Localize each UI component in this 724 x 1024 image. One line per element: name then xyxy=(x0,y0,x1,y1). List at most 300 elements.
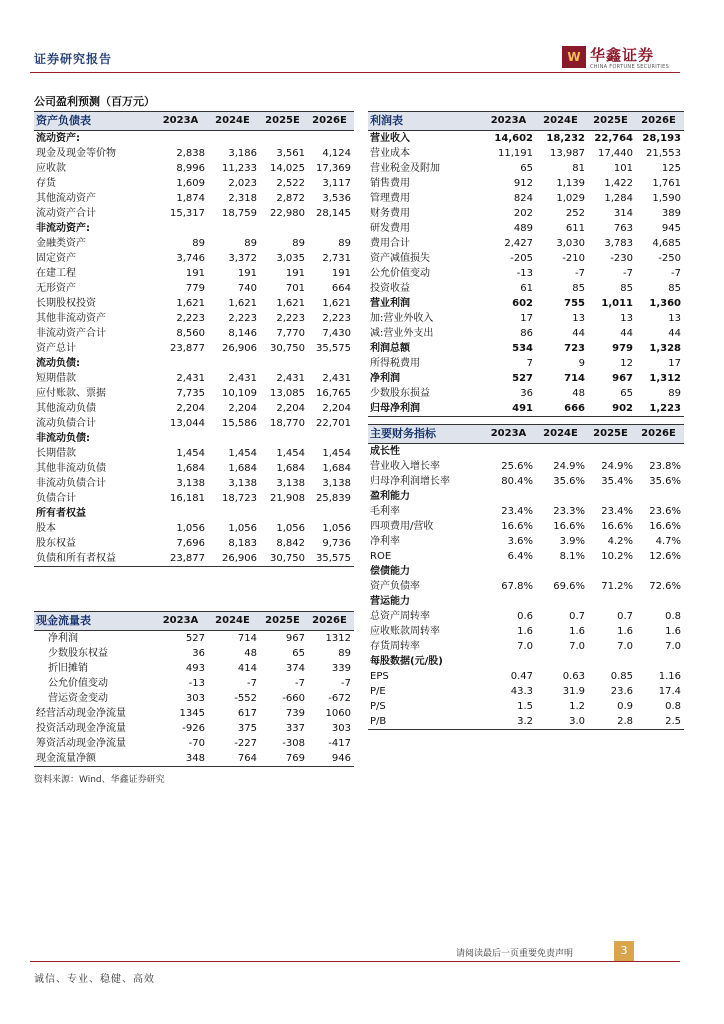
cell-value: 44 xyxy=(620,328,633,339)
cell-value: 65 xyxy=(520,163,533,174)
table-row xyxy=(368,371,684,386)
cell-value xyxy=(208,221,260,236)
table-row xyxy=(368,444,684,460)
row-label: 现金及现金等价物 xyxy=(36,148,116,159)
cell-value: 3.0 xyxy=(536,714,588,730)
table-title: 利润表 xyxy=(368,112,484,131)
row-label: 现金流量净额 xyxy=(34,751,156,767)
cell-value: 8,996 xyxy=(176,163,205,174)
cell-value: 1.6 xyxy=(617,626,633,637)
table-row xyxy=(34,521,354,536)
cell-value: 3,117 xyxy=(322,178,351,189)
cell-value: 1,422 xyxy=(604,178,633,189)
cell-value: 8,183 xyxy=(228,538,257,549)
cell-value: 769 xyxy=(260,751,308,767)
row-label: 非流动资产合计 xyxy=(36,328,106,339)
table-row xyxy=(34,251,354,266)
cell-value: 3,536 xyxy=(322,193,351,204)
cell-value xyxy=(536,654,588,669)
row-label: 负债和所有者权益 xyxy=(34,551,156,567)
table-row xyxy=(368,594,684,609)
row-label: 其他非流动负债 xyxy=(36,463,106,474)
row-label: 营业收入增长率 xyxy=(370,461,440,472)
row-label: 负债合计 xyxy=(36,493,76,504)
cell-value xyxy=(308,431,354,446)
cell-value: 2,431 xyxy=(228,373,257,384)
row-label: 净利润 xyxy=(370,373,400,384)
cell-value: 967 xyxy=(612,373,633,384)
table-row xyxy=(34,266,354,281)
table-row xyxy=(368,699,684,714)
cell-value: 2.5 xyxy=(636,714,684,730)
cell-value: 89 xyxy=(338,648,351,659)
cell-value: 36 xyxy=(520,388,533,399)
cell-value: 3,186 xyxy=(228,148,257,159)
cell-value: 23.3% xyxy=(553,506,585,517)
cell-value: 22,980 xyxy=(270,208,305,219)
cell-value: 9 xyxy=(578,358,585,369)
cell-value: 723 xyxy=(564,343,585,354)
cell-value: 89 xyxy=(292,238,305,249)
cell-value xyxy=(484,594,536,609)
row-label: 长期借款 xyxy=(36,448,76,459)
cell-value: 1.2 xyxy=(569,701,585,712)
cell-value: 1,454 xyxy=(228,448,257,459)
cell-value: 1.6 xyxy=(569,626,585,637)
row-label: 营运能力 xyxy=(370,596,410,607)
cell-value: 35.6% xyxy=(649,476,681,487)
cell-value: 89 xyxy=(244,238,257,249)
cell-value: 8,842 xyxy=(276,538,305,549)
row-label: 销售费用 xyxy=(370,178,410,189)
cell-value: 4.2% xyxy=(607,536,633,547)
table-row xyxy=(368,534,684,549)
year-column-header: 2023A xyxy=(484,425,536,444)
cell-value: 89 xyxy=(668,388,681,399)
cell-value: 3,138 xyxy=(276,478,305,489)
cell-value: 44 xyxy=(668,328,681,339)
cell-value: 1.5 xyxy=(517,701,533,712)
cell-value: 17,440 xyxy=(598,148,633,159)
cell-value: 0.8 xyxy=(665,701,681,712)
table-title: 资产负债表 xyxy=(34,112,156,131)
row-label: 净利润 xyxy=(48,633,78,644)
row-label: 其他流动资产 xyxy=(36,193,96,204)
row-label: 归母净利润 xyxy=(368,401,484,417)
row-label: 短期借款 xyxy=(36,373,76,384)
table-row xyxy=(34,706,354,721)
row-label: 存货周转率 xyxy=(370,641,420,652)
cell-value xyxy=(260,131,308,147)
row-label: 投资活动现金净流量 xyxy=(36,723,126,734)
row-label: 成长性 xyxy=(370,446,400,457)
cell-value: 1,684 xyxy=(176,463,205,474)
cell-value: 740 xyxy=(237,283,257,294)
table-row xyxy=(368,579,684,594)
cell-value: 25,839 xyxy=(316,493,351,504)
table-row xyxy=(368,266,684,281)
row-label: 四项费用/营收 xyxy=(370,521,434,532)
cell-value: 69.6% xyxy=(553,581,585,592)
cell-value: 7,735 xyxy=(176,388,205,399)
cell-value xyxy=(260,431,308,446)
row-label: 所得税费用 xyxy=(370,358,420,369)
cell-value: 779 xyxy=(185,283,205,294)
cell-value: 375 xyxy=(237,723,257,734)
cell-value: 0.8 xyxy=(665,611,681,622)
cell-value: 21,908 xyxy=(270,493,305,504)
year-column-header: 2026E xyxy=(308,612,354,631)
cell-value: 602 xyxy=(512,298,533,309)
table-row xyxy=(368,519,684,534)
cell-value: 763 xyxy=(613,223,633,234)
table-row xyxy=(34,431,354,446)
cell-value: 824 xyxy=(513,193,533,204)
cell-value: 714 xyxy=(237,633,257,644)
row-label: 资产负债率 xyxy=(370,581,420,592)
cell-value: 3,372 xyxy=(228,253,257,264)
cell-value: -210 xyxy=(562,253,585,264)
section-title: 公司盈利预测（百万元） xyxy=(34,95,155,108)
cell-value: 17 xyxy=(520,313,533,324)
table-row xyxy=(368,206,684,221)
table-row xyxy=(34,221,354,236)
cell-value: -7 xyxy=(247,678,257,689)
cell-value: 15,317 xyxy=(170,208,205,219)
cell-value: 8,146 xyxy=(228,328,257,339)
cell-value: 22,701 xyxy=(316,418,351,429)
table-row xyxy=(368,296,684,311)
cell-value: 1,761 xyxy=(652,178,681,189)
cell-value: 23.6 xyxy=(610,686,633,697)
table-row xyxy=(368,221,684,236)
cell-value: 16,765 xyxy=(316,388,351,399)
cell-value: 2,223 xyxy=(276,313,305,324)
table-row xyxy=(34,476,354,491)
cell-value: 61 xyxy=(520,283,533,294)
cell-value: 979 xyxy=(612,343,633,354)
cell-value xyxy=(156,221,208,236)
cell-value xyxy=(588,489,636,504)
table-row xyxy=(368,684,684,699)
cell-value: -660 xyxy=(282,693,305,704)
cell-value: 18,232 xyxy=(546,133,585,144)
cell-value xyxy=(208,431,260,446)
cell-value: 303 xyxy=(185,693,205,704)
cell-value: 534 xyxy=(512,343,533,354)
row-label: 少数股东权益 xyxy=(48,648,108,659)
cell-value: 1,328 xyxy=(649,343,681,354)
cell-value xyxy=(156,506,208,521)
row-label: 股本 xyxy=(36,523,56,534)
cell-value: 2,223 xyxy=(176,313,205,324)
cell-value: 17.4 xyxy=(658,686,681,697)
cell-value: 65 xyxy=(620,388,633,399)
table-row xyxy=(34,161,354,176)
row-label: 财务费用 xyxy=(370,208,410,219)
cell-value: 0.6 xyxy=(517,611,533,622)
cell-value: 2,431 xyxy=(322,373,351,384)
cell-value: 4,124 xyxy=(322,148,351,159)
row-label: P/S xyxy=(370,701,386,712)
cell-value: 21,553 xyxy=(646,148,681,159)
cell-value: -205 xyxy=(510,253,533,264)
table-row xyxy=(34,721,354,736)
cell-value: 1,223 xyxy=(636,401,684,417)
cell-value: 13,044 xyxy=(170,418,205,429)
cell-value: 67.8% xyxy=(501,581,533,592)
cell-value: 8.1% xyxy=(559,551,585,562)
cell-value xyxy=(636,564,684,579)
row-label: P/B xyxy=(368,714,484,730)
cell-value: 13 xyxy=(668,313,681,324)
cell-value: 35.4% xyxy=(601,476,633,487)
cell-value xyxy=(156,431,208,446)
year-column-header: 2025E xyxy=(588,112,636,131)
table-row xyxy=(368,251,684,266)
cell-value: 2,838 xyxy=(176,148,205,159)
cell-value: -230 xyxy=(610,253,633,264)
table-row xyxy=(34,446,354,461)
row-label: 折旧摊销 xyxy=(48,663,88,674)
cell-value: 0.47 xyxy=(510,671,533,682)
cell-value: 13,987 xyxy=(550,148,585,159)
cell-value: 348 xyxy=(156,751,208,767)
cell-value: 967 xyxy=(285,633,305,644)
balance-sheet-table xyxy=(34,111,354,567)
cell-value: 30,750 xyxy=(270,343,305,354)
row-label: 偿债能力 xyxy=(370,566,410,577)
table-row xyxy=(368,639,684,654)
table-row xyxy=(34,461,354,476)
table-row xyxy=(368,131,684,147)
row-label: 归母净利润增长率 xyxy=(370,476,450,487)
cell-value: 85 xyxy=(668,283,681,294)
cell-value: 25.6% xyxy=(501,461,533,472)
table-title: 现金流量表 xyxy=(34,612,156,631)
cell-value: -227 xyxy=(234,738,257,749)
row-label: 资产总计 xyxy=(36,343,76,354)
cell-value: 16.6% xyxy=(553,521,585,532)
row-label: 公允价值变动 xyxy=(370,268,430,279)
cell-value: 414 xyxy=(237,663,257,674)
table-row xyxy=(34,691,354,706)
cell-value: 2,204 xyxy=(176,403,205,414)
cell-value: 1,684 xyxy=(228,463,257,474)
table-header-row xyxy=(368,112,684,131)
cell-value: 65 xyxy=(292,648,305,659)
data-source-note: 资料来源：Wind、华鑫证券研究 xyxy=(34,775,165,785)
cell-value xyxy=(636,654,684,669)
income-statement-table xyxy=(368,111,684,417)
table-row xyxy=(34,661,354,676)
row-label: 应付账款、票据 xyxy=(36,388,106,399)
cell-value xyxy=(208,506,260,521)
cell-value: 1,312 xyxy=(649,373,681,384)
cell-value: 191 xyxy=(237,268,257,279)
cell-value: 2,318 xyxy=(228,193,257,204)
cell-value: 0.9 xyxy=(617,701,633,712)
row-label: 总资产周转率 xyxy=(370,611,430,622)
cell-value xyxy=(536,564,588,579)
cell-value xyxy=(308,356,354,371)
cell-value: 3,561 xyxy=(276,148,305,159)
cell-value: 1060 xyxy=(325,708,351,719)
year-column-header: 2024E xyxy=(208,612,260,631)
row-label: 费用合计 xyxy=(370,238,410,249)
row-label: 应收款 xyxy=(36,163,66,174)
cell-value: 2,204 xyxy=(228,403,257,414)
table-row xyxy=(368,549,684,564)
row-label: 加:营业外收入 xyxy=(370,313,434,324)
row-label: 毛利率 xyxy=(370,506,400,517)
cell-value: 7.0 xyxy=(665,641,681,652)
cell-value: 7.0 xyxy=(569,641,585,652)
table-row xyxy=(34,311,354,326)
cell-value: -672 xyxy=(328,693,351,704)
cell-value: 30,750 xyxy=(260,551,308,567)
table-row xyxy=(34,551,354,567)
table-row xyxy=(34,401,354,416)
table-row xyxy=(368,654,684,669)
cell-value: 23,877 xyxy=(170,343,205,354)
cell-value: 946 xyxy=(308,751,354,767)
cell-value: 81 xyxy=(572,163,585,174)
cell-value: 101 xyxy=(613,163,633,174)
brand-logo xyxy=(562,44,686,72)
table-row xyxy=(368,341,684,356)
cell-value: 1,139 xyxy=(556,178,585,189)
cell-value: 12.6% xyxy=(649,551,681,562)
cell-value: 1,454 xyxy=(322,448,351,459)
table-row xyxy=(34,341,354,356)
table-row xyxy=(34,646,354,661)
cell-value: 0.7 xyxy=(617,611,633,622)
cell-value: 0.85 xyxy=(610,671,633,682)
table-row xyxy=(34,191,354,206)
cell-value: 26,906 xyxy=(208,551,260,567)
cell-value: 125 xyxy=(661,163,681,174)
cell-value: -7 xyxy=(623,268,633,279)
table-row xyxy=(368,459,684,474)
table-row xyxy=(34,491,354,506)
cell-value: 48 xyxy=(572,388,585,399)
cell-value: 491 xyxy=(484,401,536,417)
cell-value: 43.3 xyxy=(510,686,533,697)
cell-value xyxy=(308,131,354,147)
cell-value: 16.6% xyxy=(601,521,633,532)
cell-value: 9,736 xyxy=(322,538,351,549)
cell-value: 1,056 xyxy=(322,523,351,534)
cell-value xyxy=(636,444,684,460)
cell-value: 902 xyxy=(588,401,636,417)
cell-value: 1,684 xyxy=(276,463,305,474)
cell-value: 527 xyxy=(512,373,533,384)
table-row xyxy=(34,236,354,251)
cell-value: 739 xyxy=(285,708,305,719)
cell-value: 527 xyxy=(185,633,205,644)
table-row xyxy=(368,311,684,326)
cell-value: 191 xyxy=(331,268,351,279)
table-row xyxy=(34,131,354,147)
cell-value: 2,872 xyxy=(276,193,305,204)
table-row xyxy=(368,326,684,341)
cell-value: -70 xyxy=(188,738,205,749)
cell-value: 252 xyxy=(565,208,585,219)
year-column-header: 2023A xyxy=(484,112,536,131)
row-label: 投资收益 xyxy=(370,283,410,294)
cell-value: 1,621 xyxy=(176,298,205,309)
cell-value: 611 xyxy=(565,223,585,234)
cell-value: 1.6 xyxy=(665,626,681,637)
cell-value: -7 xyxy=(295,678,305,689)
cell-value: -417 xyxy=(328,738,351,749)
cell-value: 1,684 xyxy=(322,463,351,474)
cell-value: 89 xyxy=(338,238,351,249)
table-row xyxy=(368,356,684,371)
cell-value xyxy=(260,356,308,371)
cell-value xyxy=(156,356,208,371)
cell-value: -926 xyxy=(182,723,205,734)
cell-value: 339 xyxy=(331,663,351,674)
table-row xyxy=(368,474,684,489)
cell-value: 617 xyxy=(237,708,257,719)
cell-value: 1,590 xyxy=(652,193,681,204)
header-divider xyxy=(30,72,680,73)
cell-value xyxy=(536,594,588,609)
key-indicators-table xyxy=(368,424,684,730)
cell-value: 14,025 xyxy=(270,163,305,174)
table-header-row xyxy=(34,612,354,631)
cell-value: 35.6% xyxy=(553,476,585,487)
cell-value: 4.7% xyxy=(655,536,681,547)
year-column-header: 2024E xyxy=(208,112,260,131)
cell-value: 23.4% xyxy=(501,506,533,517)
cell-value: 17,369 xyxy=(316,163,351,174)
cell-value: 1,056 xyxy=(276,523,305,534)
row-label: 股东权益 xyxy=(36,538,76,549)
cell-value xyxy=(588,564,636,579)
page-number-badge: 3 xyxy=(614,941,634,961)
cell-value: 1,056 xyxy=(176,523,205,534)
table-row xyxy=(34,631,354,647)
cell-value: 2,522 xyxy=(276,178,305,189)
cell-value: 0.7 xyxy=(569,611,585,622)
cell-value: 11,233 xyxy=(222,163,257,174)
logo-name-en: CHINA FORTUNE SECURITIES xyxy=(590,64,670,70)
cell-value: 3.6% xyxy=(507,536,533,547)
cell-value: 1,621 xyxy=(322,298,351,309)
cell-value: 2,023 xyxy=(228,178,257,189)
cell-value: 3,783 xyxy=(604,238,633,249)
cell-value xyxy=(308,506,354,521)
cell-value: 303 xyxy=(331,723,351,734)
footer-disclaimer: 请阅读最后一页重要免责声明 xyxy=(456,949,574,959)
cell-value: 24.9% xyxy=(553,461,585,472)
cell-value: 6.4% xyxy=(507,551,533,562)
row-label: 经营活动现金净流量 xyxy=(36,708,126,719)
year-column-header: 2023A xyxy=(156,612,208,631)
year-column-header: 2026E xyxy=(308,112,354,131)
table-row xyxy=(34,146,354,161)
row-label: 营业收入 xyxy=(370,133,410,144)
cell-value xyxy=(536,489,588,504)
row-label: 营业税金及附加 xyxy=(370,163,440,174)
year-column-header: 2026E xyxy=(636,425,684,444)
year-column-header: 2024E xyxy=(536,112,588,131)
cell-value: 912 xyxy=(513,178,533,189)
cell-value: 8,560 xyxy=(176,328,205,339)
